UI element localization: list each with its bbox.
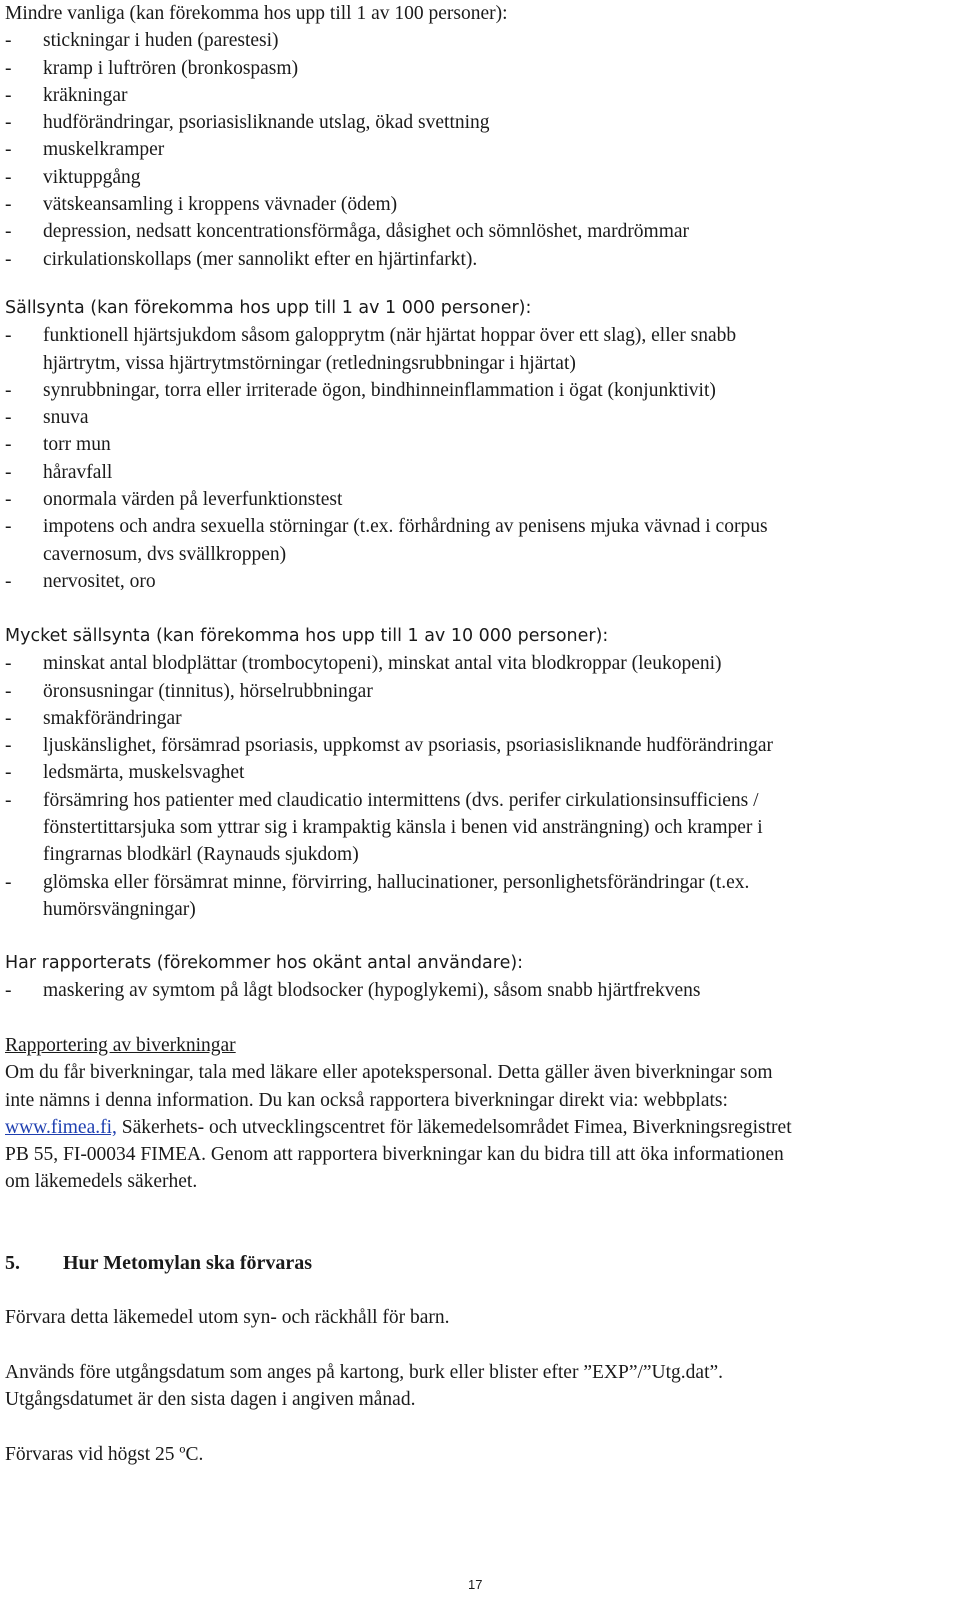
paragraph-text: Förvara detta läkemedel utom syn- och räckhåll för barn. [5,1307,450,1328]
bullet-dash: - [5,735,12,757]
bullet-dash: - [5,570,12,592]
list-item-text: kräkningar [43,84,128,106]
list-item-text: smakförändringar [43,707,182,729]
list-item [5,650,950,677]
list-item [5,513,950,540]
list-item-text: försämring hos patienter med claudicatio intermittens (dvs. perifer cirkulationsinsufficiens / [43,789,759,811]
list-item-text: öronsusningar (tinnitus), hörselrubbningar [43,680,373,702]
section-5-heading [5,1250,950,1277]
list-item [5,27,950,54]
list-item-text: hjärtrytm, vissa hjärtrytmstörningar (retledningsrubbningar i hjärtat) [43,352,576,374]
list-item-text: viktuppgång [43,166,141,188]
bullet-dash: - [5,248,12,270]
section-heading: Sällsynta (kan förekomma hos upp till 1 av 1 000 personer): [5,298,532,318]
list-item-continuation [5,541,950,568]
list-item-text: synrubbningar, torra eller irriterade ögon, bindhinneinflammation i ögat (konjunktivit) [43,379,716,401]
bullet-dash: - [5,325,12,347]
page-number: 17 [468,1577,483,1592]
bullet-dash: - [5,139,12,161]
bullet-dash: - [5,680,12,702]
bullet-dash [5,814,43,841]
list-item-text: nervositet, oro [43,570,156,592]
bullet-dash: - [5,112,12,134]
list-item [5,191,950,218]
bullet-dash: - [5,980,12,1002]
list-item-text: onormala värden på leverfunktionstest [43,489,343,511]
reporting-line: om läkemedels säkerhet. [5,1171,198,1193]
list-item [5,459,950,486]
list-item [5,431,950,458]
bullet-dash: - [5,221,12,243]
storage-paragraph [5,1359,950,1414]
list-item-text: impotens och andra sexuella störningar (t.ex. förhårdning av penisens mjuka vävnad i corpus [43,516,768,538]
section-5 [5,1250,950,1277]
bullet-dash: - [5,84,12,106]
reporting-heading: Rapportering av biverkningar [5,1035,236,1056]
fimea-link[interactable]: www.fimea.fi, [5,1116,117,1138]
side-effect-list [5,27,950,273]
list-item-continuation [5,896,950,923]
bullet-dash [5,350,43,377]
list-item [5,678,950,705]
list-item [5,55,950,82]
bullet-dash [5,841,43,868]
list-item-text: kramp i luftrören (bronkospasm) [43,57,299,79]
list-item [5,377,950,404]
list-item [5,82,950,109]
list-item-text: fingrarnas blodkärl (Raynauds sjukdom) [43,844,359,866]
section-rare [5,295,950,595]
side-effect-list [5,322,950,595]
list-item-text: hudförändringar, psoriasisliknande utslag, ökad svettning [43,112,490,134]
list-item-text: torr mun [43,434,111,456]
section-number: 5. [5,1252,20,1274]
bullet-dash: - [5,789,12,811]
storage-paragraph [5,1304,950,1331]
section-uncommon [5,0,950,273]
list-item [5,246,950,273]
list-item-text: depression, nedsatt koncentrationsförmåga, dåsighet och sömnlöshet, mardrömmar [43,221,690,243]
list-item [5,322,950,349]
side-effect-list [5,650,950,923]
list-item-text: cirkulationskollaps (mer sannolikt efter en hjärtinfarkt). [43,248,478,270]
list-item [5,109,950,136]
list-item [5,218,950,245]
list-item-continuation [5,814,950,841]
list-item [5,705,950,732]
list-item [5,732,950,759]
bullet-dash: - [5,407,12,429]
reporting-section [5,1032,950,1196]
bullet-dash: - [5,489,12,511]
list-item [5,759,950,786]
list-item-text: ljuskänslighet, försämrad psoriasis, uppkomst av psoriasis, psoriasisliknande hudförändringar [43,735,774,757]
reporting-line [5,1114,950,1141]
bullet-dash: - [5,57,12,79]
list-item-text: stickningar i huden (parestesi) [43,30,279,52]
reporting-text: Säkerhets- och utvecklingscentret för läkemedelsområdet Fimea, Biverkningsregistret [116,1116,792,1138]
paragraph-text: Utgångsdatumet är den sista dagen i angiven månad. [5,1389,416,1411]
list-item-text: snuva [43,407,89,429]
bullet-dash: - [5,194,12,216]
bullet-dash: - [5,166,12,188]
section-heading: Mycket sällsynta (kan förekomma hos upp till 1 av 10 000 personer): [5,626,609,646]
list-item-text: vätskeansamling i kroppens vävnader (ödem) [43,194,398,216]
list-item-text: maskering av symtom på lågt blodsocker (hypoglykemi), såsom snabb hjärtfrekvens [43,980,701,1002]
section-title: Hur Metomylan ska förvaras [63,1252,313,1274]
paragraph-text: Används före utgångsdatum som anges på kartong, burk eller blister efter ”EXP”/”Utg.dat”. [5,1362,724,1383]
list-item-continuation [5,350,950,377]
bullet-dash: - [5,30,12,52]
section-unknown [5,950,950,1005]
side-effect-list [5,977,950,1004]
list-item-text: håravfall [43,461,113,483]
list-item [5,787,950,814]
section-very-rare [5,623,950,923]
bullet-dash [5,896,43,923]
bullet-dash [5,541,43,568]
list-item [5,977,950,1004]
list-item-text: cavernosum, dvs svällkroppen) [43,543,287,565]
list-item-text: ledsmärta, muskelsvaghet [43,762,245,784]
bullet-dash: - [5,653,12,675]
list-item [5,568,950,595]
list-item-text: muskelkramper [43,139,165,161]
section-heading: Har rapporterats (förekommer hos okänt antal användare): [5,953,524,973]
section-heading: Mindre vanliga (kan förekomma hos upp till 1 av 100 personer): [5,3,508,24]
reporting-line: inte nämns i denna information. Du kan också rapportera biverkningar direkt via: webbplats: [5,1089,728,1111]
reporting-line: PB 55, FI-00034 FIMEA. Genom att rapportera biverkningar kan du bidra till att öka informationen [5,1144,784,1166]
list-item-text: glömska eller försämrat minne, förvirring, hallucinationer, personlighetsförändringar (t.ex. [43,871,750,893]
bullet-dash: - [5,379,12,401]
list-item [5,404,950,431]
list-item-text: funktionell hjärtsjukdom såsom galopprytm (när hjärtat hoppar över ett slag), eller snabb [43,325,737,347]
list-item [5,164,950,191]
bullet-dash: - [5,461,12,483]
bullet-dash: - [5,871,12,893]
list-item-text: humörsvängningar) [43,898,196,920]
list-item-text: minskat antal blodplättar (trombocytopeni), minskat antal vita blodkroppar (leukopeni) [43,653,722,675]
paragraph-text: Förvaras vid högst 25 ºC. [5,1444,204,1465]
list-item-continuation [5,841,950,868]
bullet-dash: - [5,434,12,456]
list-item-text: fönstertittarsjuka som yttrar sig i krampaktig känsla i benen vid ansträngning) och kramper i [43,817,763,839]
bullet-dash: - [5,707,12,729]
bullet-dash: - [5,516,12,538]
bullet-dash: - [5,762,12,784]
storage-paragraph [5,1441,950,1468]
reporting-line: Om du får biverkningar, tala med läkare eller apotekspersonal. Detta gäller även biverkningar som [5,1062,773,1084]
list-item [5,136,950,163]
list-item [5,486,950,513]
list-item [5,869,950,896]
